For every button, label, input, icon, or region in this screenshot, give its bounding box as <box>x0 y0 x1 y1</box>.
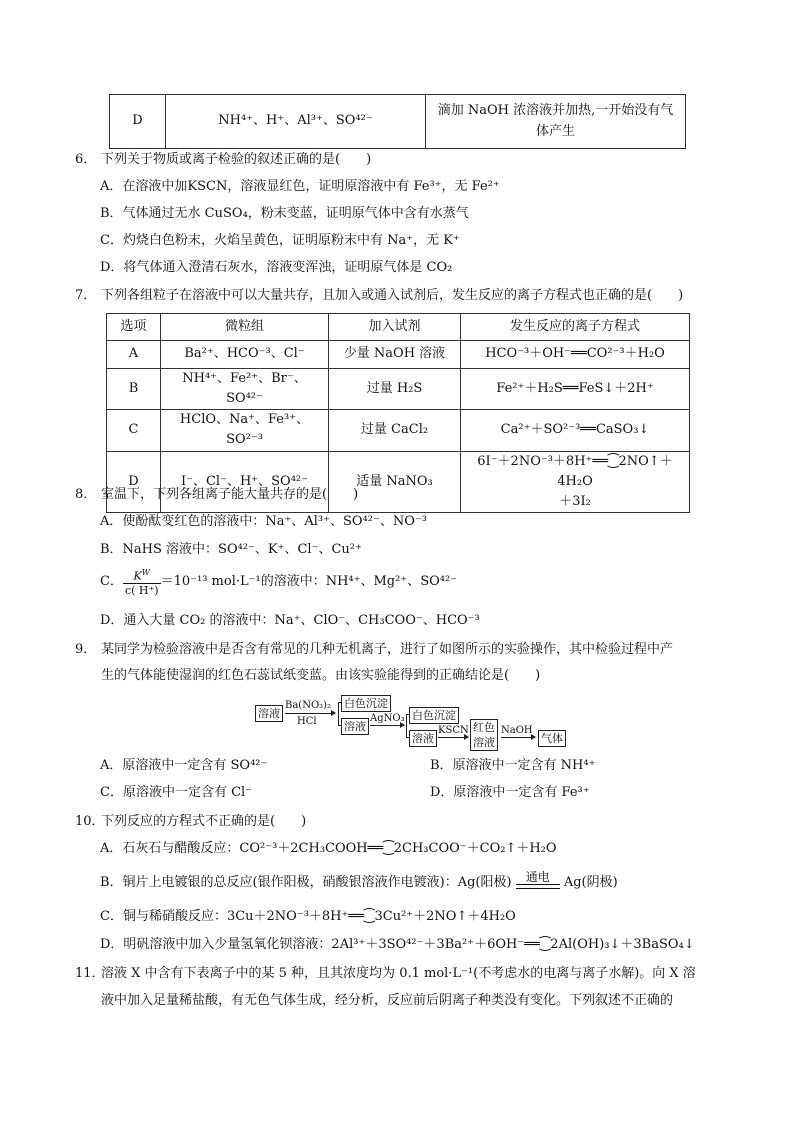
option-c: C．原溶液中一定含有 Cl⁻ <box>100 785 253 800</box>
question-7-stem <box>75 286 683 306</box>
question-text: 下列关于物质或离子检验的叙述正确的是( ) <box>101 152 372 167</box>
question-text: 室温下，下列各组离子能大量共存的是( ) <box>101 487 359 502</box>
option-a: A．在溶液中加KSCN，溶液显红色，证明原溶液中有 Fe³⁺，无 Fe²⁺ <box>100 179 500 194</box>
experiment-flow-diagram <box>255 695 575 750</box>
cell: I⁻、Cl⁻、H⁺、SO⁴²⁻ <box>161 451 329 512</box>
option-b: B．NaHS 溶液中：SO⁴²⁻、K⁺、Cl⁻、Cu²⁺ <box>100 542 362 557</box>
option-b <box>100 866 618 900</box>
column-header: 加入试剂 <box>329 314 461 341</box>
flow-box-gas: 气体 <box>538 730 566 747</box>
particle-group: NH⁴⁺、H⁺、Al³⁺、SO⁴²⁻ <box>166 95 426 149</box>
question-text: 某同学为检验溶液中是否含有常见的几种无机离子，进行了如图所示的实验操作，其中检验过程中产 <box>101 642 674 657</box>
option-c <box>100 566 457 597</box>
cell: 适量 NaNO₃ <box>329 451 461 512</box>
question-10-stem <box>75 812 306 832</box>
question-8-stem <box>75 485 358 505</box>
electrolysis-arrow <box>516 870 560 895</box>
cell: Fe²⁺＋H₂S══FeS↓＋2H⁺ <box>461 369 690 410</box>
question-number: 11． <box>75 966 105 981</box>
cell <box>461 451 690 512</box>
reagent-label: Ba(NO₃)₂ <box>285 700 332 711</box>
question-text: 下列各组粒子在溶液中可以大量共存，且加入或通入试剂后，发生反应的离子方程式也正确的是( ) <box>101 288 684 303</box>
option-label: D <box>110 95 166 149</box>
condition-label: 通电 <box>525 870 550 884</box>
option-c: C．灼烧白色粉末，火焰呈黄色，证明原粉末中有 Na⁺，无 K⁺ <box>100 233 460 248</box>
cell: Ba²⁺、HCO⁻³、Cl⁻ <box>161 341 329 369</box>
option-d: D．通入大量 CO₂ 的溶液中：Na⁺、ClO⁻、CH₃COO⁻、HCO⁻³ <box>100 613 480 628</box>
flow-arrow <box>438 737 468 738</box>
option-d: D．明矾溶液中加入少量氢氧化钡溶液：2Al³⁺＋3SO⁴²⁻＋3Ba²⁺＋6OH⁻══⁐2Al(OH)₃↓＋3BaSO₄↓ <box>100 937 695 952</box>
question-number: 6． <box>75 152 97 167</box>
question-number: 8． <box>75 487 97 502</box>
option-text: Ag(阴极) <box>563 875 618 890</box>
branch-line <box>338 702 339 725</box>
q7-table <box>106 313 690 513</box>
flow-box-white-precipitate: 白色沉淀 <box>341 695 391 712</box>
fraction-numerator: $K^W$ <box>123 566 161 584</box>
double-line <box>516 884 560 889</box>
flow-arrow <box>370 725 404 726</box>
option-a: A．使酚酞变红色的溶液中：Na⁺、Al³⁺、SO⁴²⁻、NO⁻³ <box>100 514 427 529</box>
cell: D <box>107 451 161 512</box>
cell: 过量 CaCl₂ <box>329 410 461 451</box>
cell: 过量 H₂S <box>329 369 461 410</box>
note-cell <box>426 95 686 149</box>
option-c: C．铜与稀硝酸反应：3Cu＋2NO⁻³＋8H⁺══⁐3Cu²⁺＋2NO↑＋4H₂O <box>100 909 516 924</box>
flow-box-white-precipitate: 白色沉淀 <box>409 707 459 724</box>
option-label: C． <box>100 573 123 589</box>
option-d: D．将气体通入澄清石灰水，溶液变浑浊，证明原气体是 CO₂ <box>100 260 453 275</box>
option-a: A．原溶液中一定含有 SO⁴²⁻ <box>100 758 268 773</box>
equation-line: ＋3I₂ <box>559 493 591 509</box>
option-d: D．原溶液中一定含有 Fe³⁺ <box>430 785 590 800</box>
flow-box-solution: 溶液 <box>341 718 369 735</box>
table-row <box>110 95 686 149</box>
reagent-label: HCl <box>297 716 317 727</box>
option-text: B．铜片上电镀银的总反应(银作阳极，硝酸银溶液作电镀液)：Ag(阳极) <box>100 875 512 890</box>
column-header: 发生反应的离子方程式 <box>461 314 690 341</box>
option-b: B．原溶液中一定含有 NH⁴⁺ <box>430 758 596 773</box>
reagent-label: KSCN <box>438 725 469 736</box>
question-text: 下列反应的方程式不正确的是( ) <box>101 814 307 829</box>
cell: A <box>107 341 161 369</box>
question-number: 9． <box>75 642 97 657</box>
top-table <box>109 94 686 149</box>
note-line: 滴加 NaOH 浓溶液并加热,一开始没有气 <box>437 103 674 119</box>
question-11-stem <box>75 964 696 984</box>
question-number: 10． <box>75 814 105 829</box>
equation-line: 6I⁻＋2NO⁻³＋8H⁺══⁐2NO↑＋4H₂O <box>477 453 673 489</box>
table-header-row <box>107 314 690 341</box>
option-b: B．气体通过无水 CuSO₄，粉末变蓝，证明原气体中含有水蒸气 <box>100 206 469 221</box>
table-row <box>107 369 690 410</box>
table-row <box>107 410 690 451</box>
flow-box-red-solution: 红色 溶液 <box>470 719 498 751</box>
fraction <box>123 566 161 597</box>
cell: B <box>107 369 161 410</box>
flow-box-solution: 溶液 <box>409 730 437 747</box>
reagent-label: NaOH <box>501 725 533 736</box>
cell: NH⁴⁺、Fe²⁺、Br⁻、SO⁴²⁻ <box>161 369 329 410</box>
flow-arrow <box>501 737 535 738</box>
option-a: A．石灰石与醋酸反应：CO²⁻³＋2CH₃COOH══⁐2CH₃COO⁻＋CO₂↑＋H₂O <box>100 841 557 856</box>
flow-arrow <box>285 713 335 714</box>
question-9-stem-cont: 生的气体能使湿润的红色石蕊试纸变蓝。由该实验能得到的正确结论是( ) <box>101 668 541 683</box>
question-11-stem-cont: 液中加入足量稀盐酸，有无色气体生成，经分析，反应前后阴离子种类没有变化。下列叙述不正确的 <box>101 993 674 1008</box>
question-number: 7． <box>75 288 97 303</box>
option-text: ＝10⁻¹³ mol·L⁻¹的溶液中：NH⁴⁺、Mg²⁺、SO⁴²⁻ <box>160 573 458 589</box>
cell: C <box>107 410 161 451</box>
reagent-label: AgNO₃ <box>370 713 405 724</box>
question-6-stem <box>75 150 371 170</box>
note-line: 体产生 <box>535 123 575 139</box>
cell: Ca²⁺＋SO²⁻³══CaSO₃↓ <box>461 410 690 451</box>
fraction-denominator: c( H⁺) <box>124 583 159 597</box>
flow-box-solution: 溶液 <box>255 705 283 722</box>
cell: HClO、Na⁺、Fe³⁺、SO²⁻³ <box>161 410 329 451</box>
cell: HCO⁻³＋OH⁻══CO²⁻³＋H₂O <box>461 341 690 369</box>
table-row <box>107 341 690 369</box>
question-text: 溶液 X 中含有下表离子中的某 5 种，且其浓度均为 0.1 mol·L⁻¹(不考虑水的电离与离子水解)。向 X 溶 <box>101 966 696 981</box>
cell: 少量 NaOH 溶液 <box>329 341 461 369</box>
column-header: 微粒组 <box>161 314 329 341</box>
branch-line <box>406 714 407 737</box>
question-9-stem <box>75 640 673 660</box>
column-header: 选项 <box>107 314 161 341</box>
